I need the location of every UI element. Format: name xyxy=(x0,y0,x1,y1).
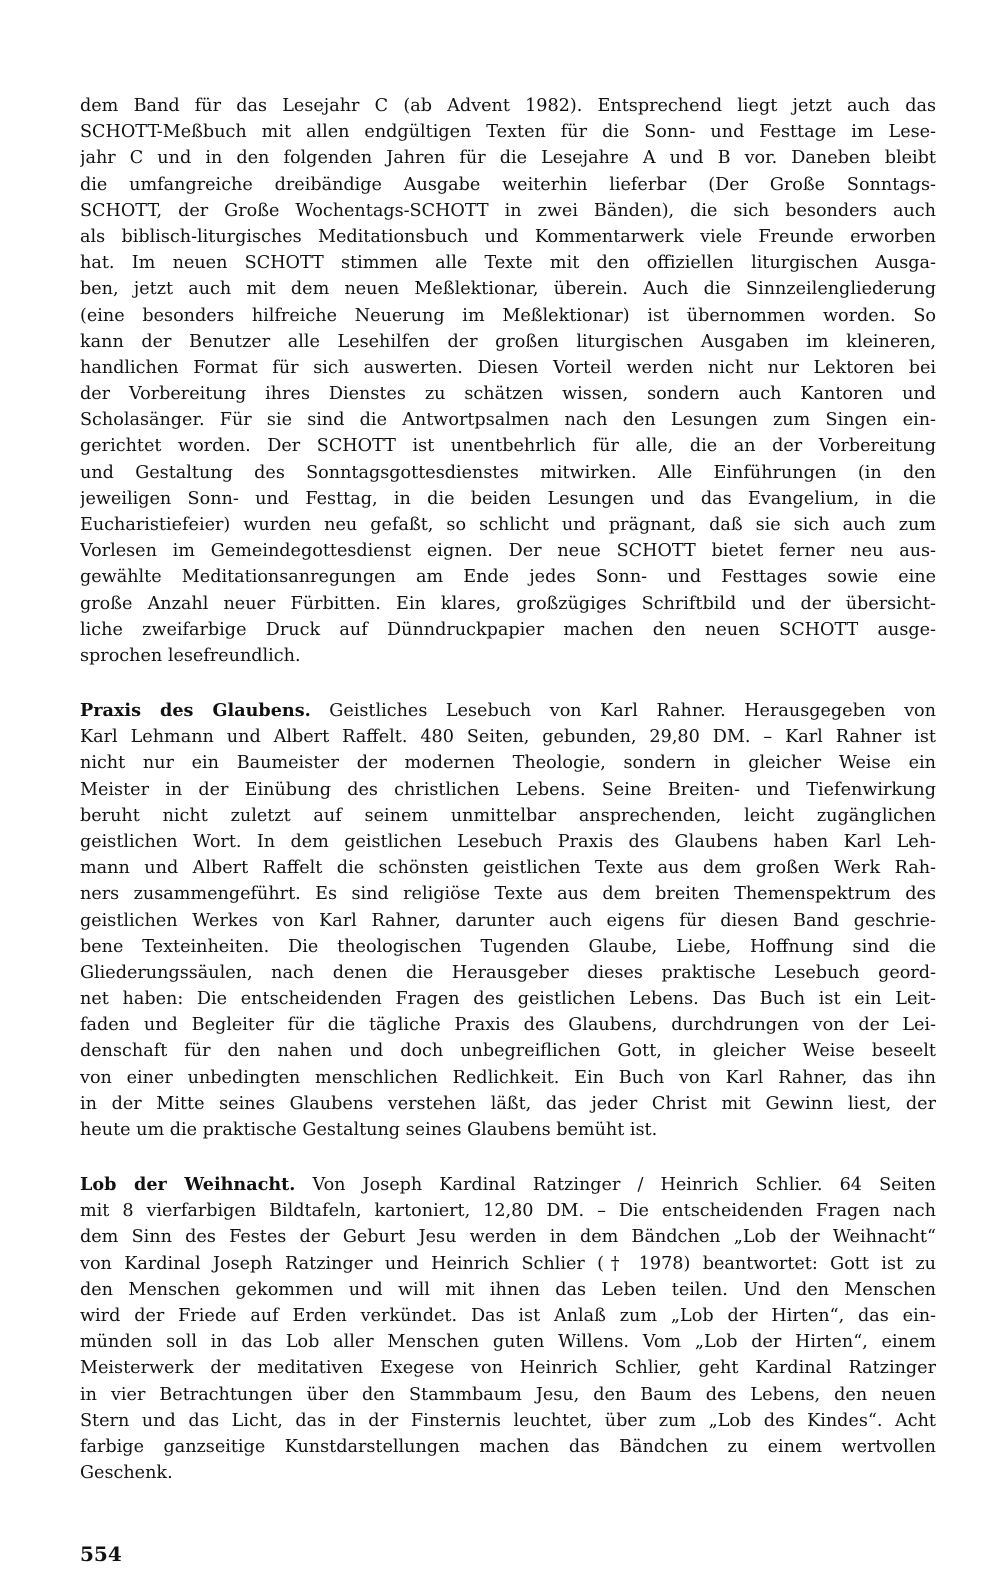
text-line: gewählte Meditationsanregungen am Ende jedes Sonn- und Festtages sowie eine xyxy=(80,567,936,588)
text-line: Meister in der Einübung des christlichen Lebens. Seine Breiten- und Tiefenwirkung xyxy=(80,779,936,800)
text-line: Karl Lehmann und Albert Raffelt. 480 Seiten, gebunden, 29,80 DM. – Karl Rahner ist xyxy=(80,727,936,748)
text-line: ners zusammengeführt. Es sind religiöse Texte aus dem breiten Themenspektrum des xyxy=(80,884,936,905)
text-line: von Kardinal Joseph Ratzinger und Heinrich Schlier († 1978) beantwortet: Gott ist zu xyxy=(80,1253,936,1274)
text-line: der Vorbereitung ihres Dienstes zu schätzen wissen, sondern auch Kantoren und xyxy=(80,384,936,405)
entry-title: Lob der Weihnacht. xyxy=(80,1174,296,1195)
text-line: jahr C und in den folgenden Jahren für die Lesejahre A und B vor. Daneben bleibt xyxy=(80,148,936,169)
page-number: 554 xyxy=(80,1542,122,1566)
text-line: als biblisch-liturgisches Meditationsbuch und Kommentarwerk viele Freunde erworben xyxy=(80,226,936,247)
text-line: Scholasänger. Für sie sind die Antwortpsalmen nach den Lesungen zum Singen ein- xyxy=(80,410,936,431)
text-line: und Gestaltung des Sonntagsgottesdienstes mitwirken. Alle Einführungen (in den xyxy=(80,462,936,483)
text-line: den Menschen gekommen und will mit ihnen das Leben teilen. Und den Menschen xyxy=(80,1279,936,1300)
text-line: gerichtet worden. Der SCHOTT ist unentbehrlich für alle, die an der Vorbereitung xyxy=(80,436,936,457)
text-line: Vorlesen im Gemeindegottesdienst eignen. Der neue SCHOTT bietet ferner neu aus- xyxy=(80,541,936,562)
text-line: wird der Friede auf Erden verkündet. Das ist Anlaß zum „Lob der Hirten“, das ein- xyxy=(80,1305,936,1326)
text-line: beruht nicht zuletzt auf seinem unmittelbar ansprechenden, leicht zugänglichen xyxy=(80,805,936,826)
text-line: ben, jetzt auch mit dem neuen Meßlektionar, überein. Auch die Sinnzeilengliederung xyxy=(80,279,936,300)
text-line: farbige ganzseitige Kunstdarstellungen machen das Bändchen zu einem wertvollen xyxy=(80,1436,936,1457)
text-line: mit 8 vierfarbigen Bildtafeln, kartoniert, 12,80 DM. – Die entscheidenden Fragen nach xyxy=(80,1201,936,1222)
text-line: Geschenk. xyxy=(80,1463,173,1484)
text-line: liche zweifarbige Druck auf Dünndruckpapier machen den neuen SCHOTT ausge- xyxy=(80,619,936,640)
text-line: Gliederungssäulen, nach denen die Herausgeber dieses praktische Lesebuch geord- xyxy=(80,962,936,983)
paragraph-praxis-des-glaubens xyxy=(80,698,936,1143)
text-line: Stern und das Licht, das in der Finsternis leuchtet, über zum „Lob des Kindes“. Acht xyxy=(80,1410,936,1431)
text-line: münden soll in das Lob aller Menschen guten Willens. Vom „Lob der Hirten“, einem xyxy=(80,1332,936,1353)
text-line: jeweiligen Sonn- und Festtag, in die beiden Lesungen und das Evangelium, in die xyxy=(80,488,936,509)
text-line: nicht nur ein Baumeister der modernen Theologie, sondern in gleicher Weise ein xyxy=(80,753,936,774)
text-line: SCHOTT-Meßbuch mit allen endgültigen Texten für die Sonn- und Festtage im Lese- xyxy=(80,122,936,143)
text-line: (eine besonders hilfreiche Neuerung im Meßlektionar) ist übernommen worden. So xyxy=(80,305,936,326)
text-line: handlichen Format für sich auswerten. Diesen Vorteil werden nicht nur Lektoren bei xyxy=(80,357,936,378)
text-line xyxy=(80,1172,936,1198)
text-line: kann der Benutzer alle Lesehilfen der großen liturgischen Ausgaben im kleineren, xyxy=(80,331,936,352)
text-line: in der Mitte seines Glaubens verstehen läßt, das jeder Christ mit Gewinn liest, der xyxy=(80,1093,936,1114)
text-line: sprochen lesefreundlich. xyxy=(80,645,301,666)
entry-title: Praxis des Glaubens. xyxy=(80,700,311,721)
text-line: geistlichen Wort. In dem geistlichen Lesebuch Praxis des Glaubens haben Karl Leh- xyxy=(80,831,936,852)
paragraph-lob-der-weihnacht xyxy=(80,1172,936,1486)
text-line: dem Band für das Lesejahr C (ab Advent 1982). Entsprechend liegt jetzt auch das xyxy=(80,96,936,116)
text-line: Eucharistiefeier) wurden neu gefaßt, so schlicht und prägnant, daß sie sich auch zum xyxy=(80,515,936,535)
text-line: Meisterwerk der meditativen Exegese von Heinrich Schlier, geht Kardinal Ratzinger xyxy=(80,1358,936,1379)
text-line-rest: Von Joseph Kardinal Ratzinger / Heinrich Schlier. 64 Seiten xyxy=(295,1175,936,1195)
text-line: faden und Begleiter für die tägliche Praxis des Glaubens, durchdrungen von der Lei- xyxy=(80,1015,936,1036)
text-line: bene Texteinheiten. Die theologischen Tugenden Glaube, Liebe, Hoffnung sind die xyxy=(80,936,936,957)
text-line: net haben: Die entscheidenden Fragen des geistlichen Lebens. Das Buch ist ein Leit- xyxy=(80,989,936,1010)
text-line: dem Sinn des Festes der Geburt Jesu werden in dem Bändchen „Lob der Weihnacht“ xyxy=(80,1227,936,1248)
text-line: große Anzahl neuer Fürbitten. Ein klares, großzügiges Schriftbild und der übersicht- xyxy=(80,593,936,614)
text-line: denschaft für den nahen und doch unbegreiflichen Gott, in gleicher Weise beseelt xyxy=(80,1041,936,1062)
text-line: die umfangreiche dreibändige Ausgabe weiterhin lieferbar (Der Große Sonntags- xyxy=(80,174,936,195)
text-line: heute um die praktische Gestaltung seines Glaubens bemüht ist. xyxy=(80,1120,658,1140)
text-line xyxy=(80,698,936,724)
text-line: geistlichen Werkes von Karl Rahner, darunter auch eigens für diesen Band geschrie- xyxy=(80,910,936,931)
text-line-rest: Geistliches Lesebuch von Karl Rahner. Herausgegeben von xyxy=(310,701,936,721)
text-line: mann und Albert Raffelt die schönsten geistlichen Texte aus dem großen Werk Rah- xyxy=(80,858,936,879)
text-line: SCHOTT, der Große Wochentags-SCHOTT in zwei Bänden), die sich besonders auch xyxy=(80,200,936,221)
paragraph-schott xyxy=(80,93,936,669)
text-line: hat. Im neuen SCHOTT stimmen alle Texte mit den offiziellen liturgischen Ausga- xyxy=(80,253,936,274)
text-line: in vier Betrachtungen über den Stammbaum Jesu, den Baum des Lebens, den neuen xyxy=(80,1384,936,1405)
text-line: von einer unbedingten menschlichen Redlichkeit. Ein Buch von Karl Rahner, das ihn xyxy=(80,1067,936,1088)
